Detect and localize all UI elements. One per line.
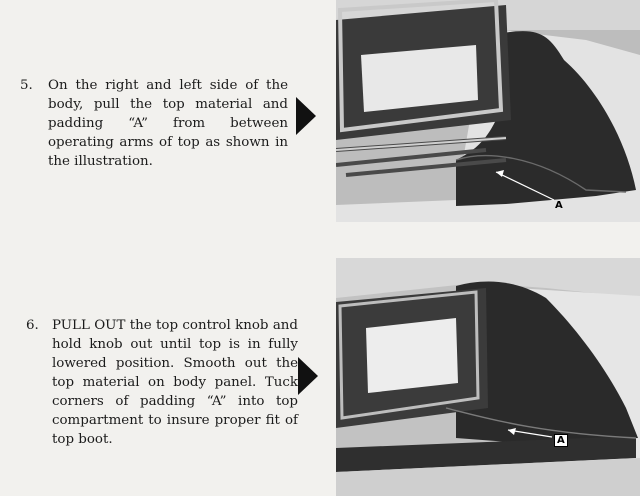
photo-step-6: [336, 258, 640, 496]
photo-step-5: [336, 0, 640, 222]
pointer-arrow-icon: [296, 97, 316, 135]
step-6-text: PULL OUT the top control knob and hold knob out until top is in fully lowered position. Smooth out the top material on body panel. Tuck corners of padding “A” into top compartment to insure proper fit of top boot.: [52, 318, 298, 447]
pointer-arrow-icon: [298, 357, 318, 395]
callout-a-photo-5: A: [555, 200, 563, 211]
step-6-number: 6.: [26, 318, 39, 333]
step-5-number: 5.: [20, 78, 33, 93]
step-5-text: On the right and left side of the body, pull the top material and padding “A” from between operating arms of top as shown in the illustration.: [48, 78, 288, 169]
callout-a-photo-6: A: [554, 434, 568, 447]
